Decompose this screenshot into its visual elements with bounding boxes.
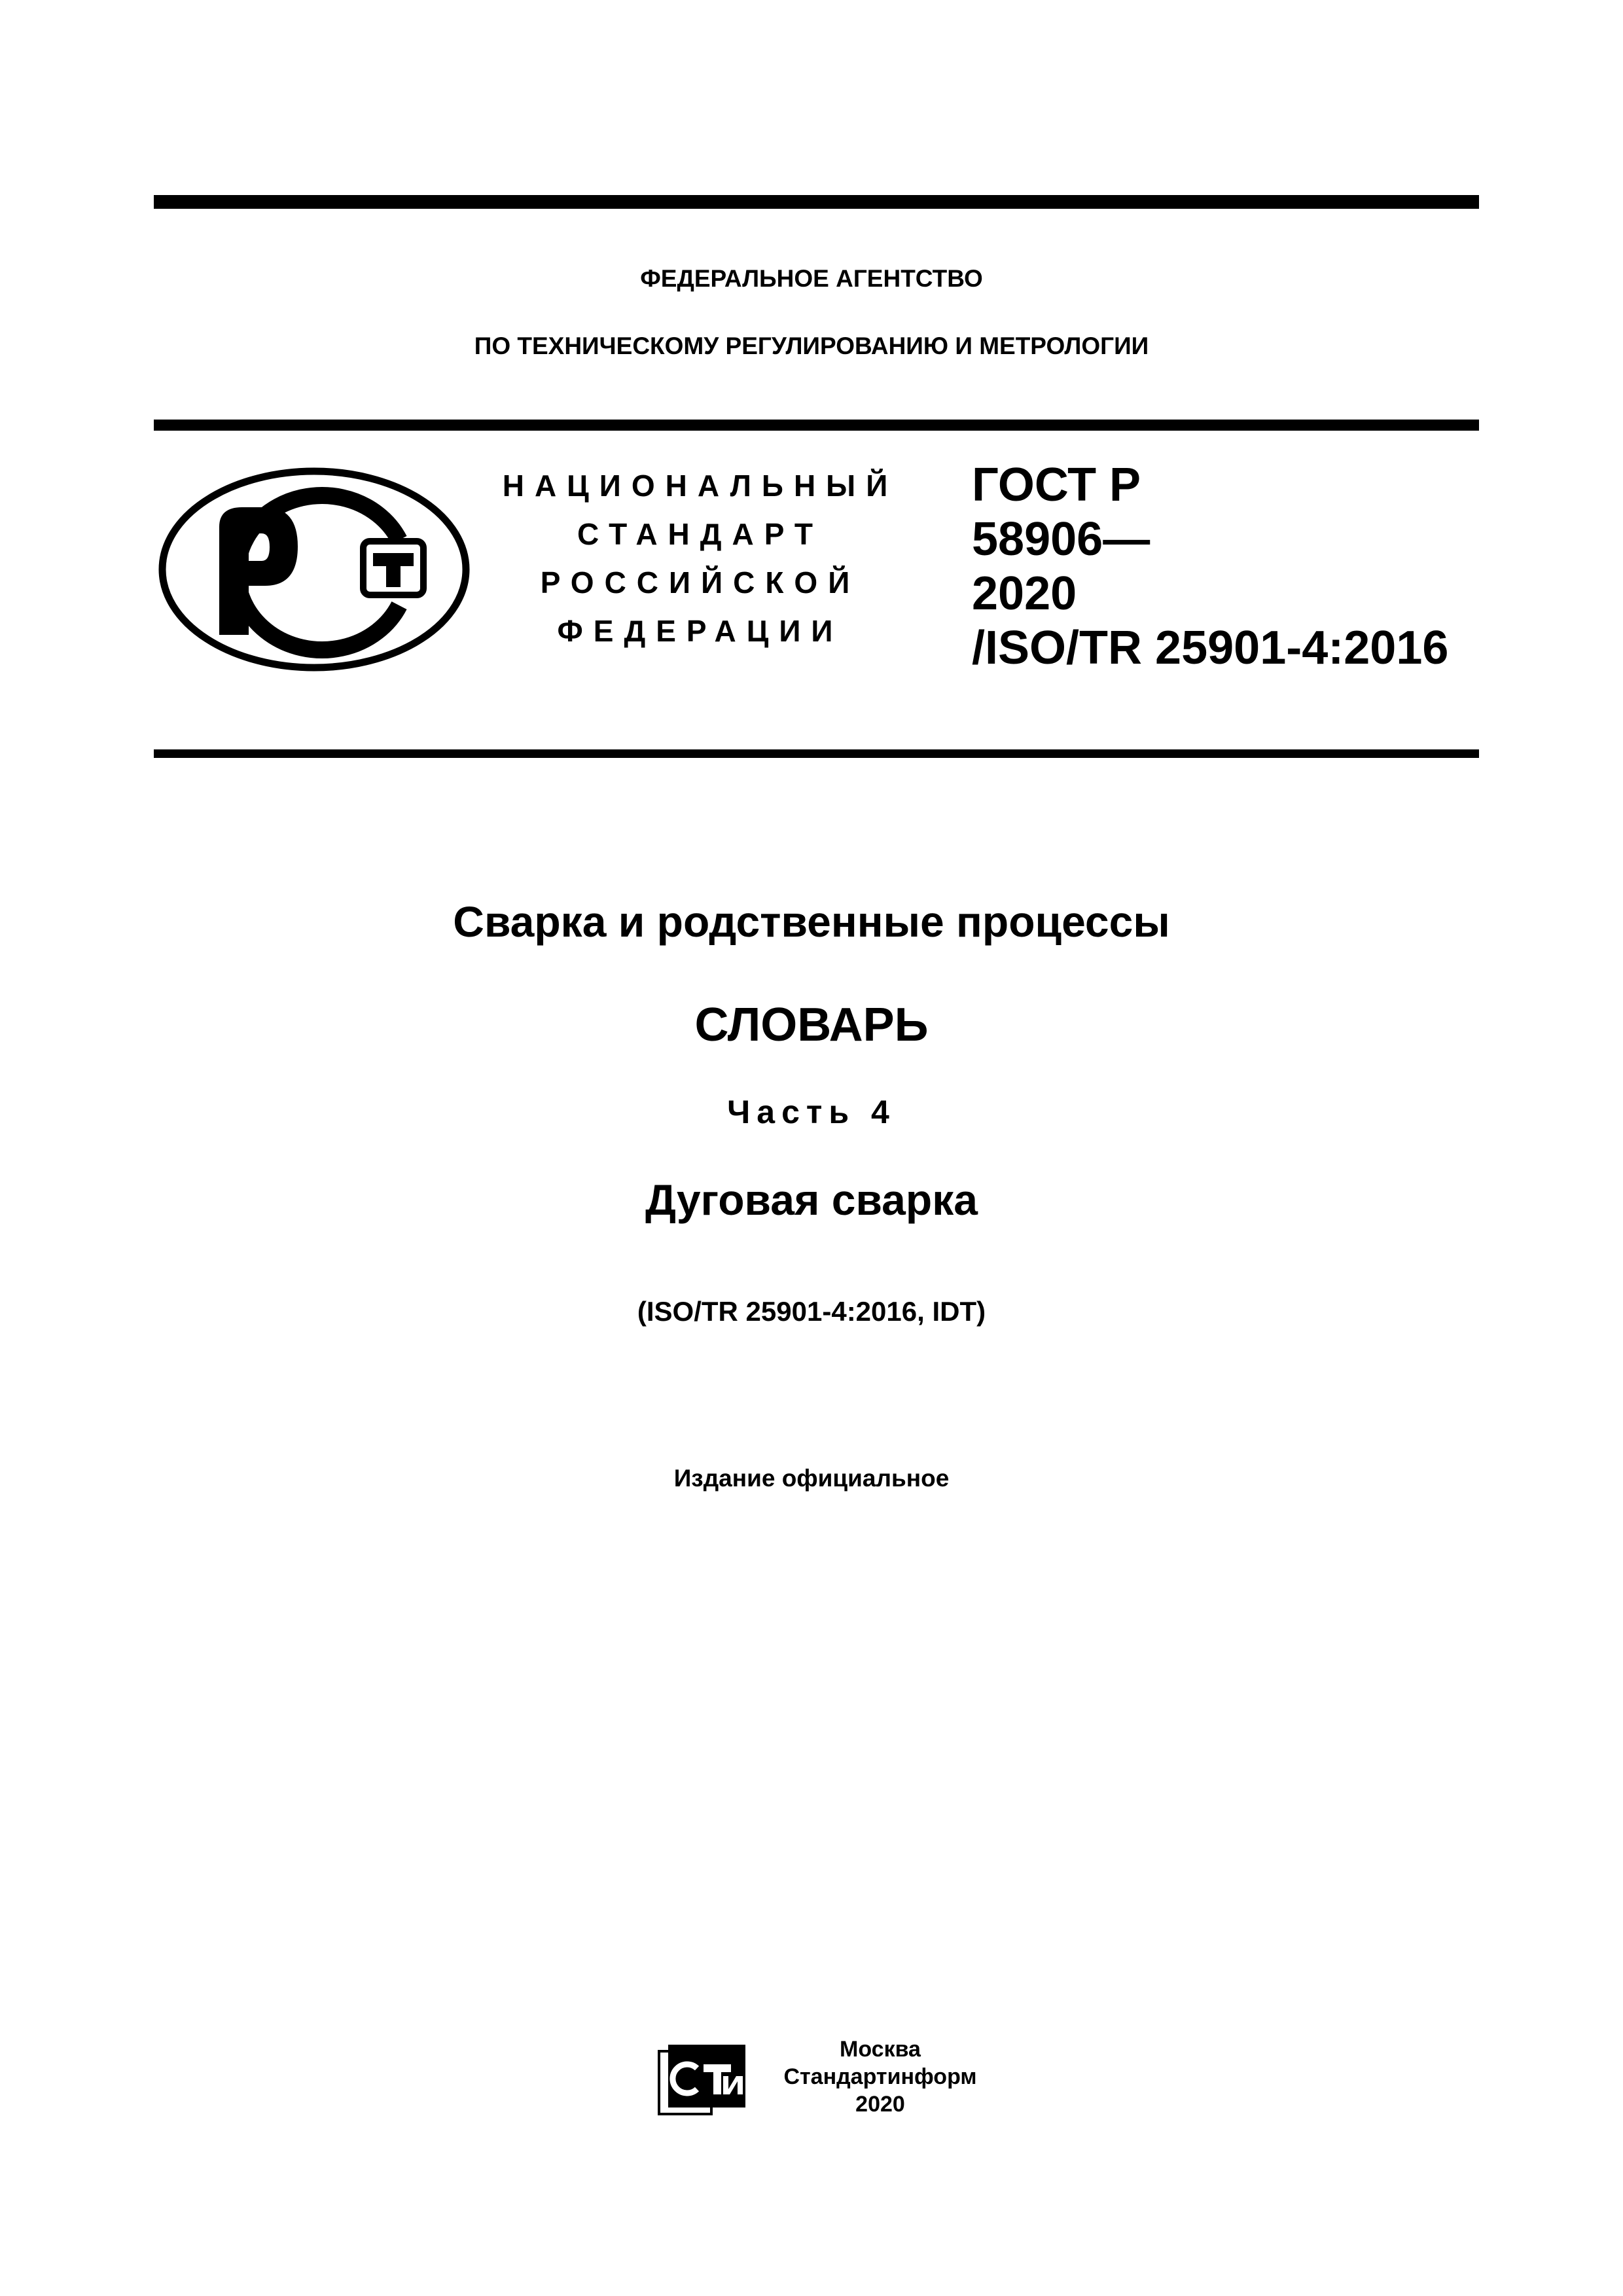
document-subtitle: Дуговая сварка <box>645 1175 978 1224</box>
gost-designation <box>972 458 1448 675</box>
publication-year: 2020 <box>855 2092 905 2117</box>
sti-logo-icon <box>658 2042 748 2115</box>
vocabulary-heading: СЛОВАРЬ <box>694 999 929 1051</box>
header-divider <box>154 420 1479 431</box>
national-line-2: СТАНДАРТ <box>577 517 823 551</box>
agency-line-1: ФЕДЕРАЛЬНОЕ АГЕНТСТВО <box>640 265 983 292</box>
national-standard-label <box>452 461 949 655</box>
block-divider <box>154 749 1479 758</box>
gost-line-3: 2020 <box>972 567 1077 620</box>
publisher-city: Москва <box>840 2037 921 2062</box>
edition-note: Издание официальное <box>673 1465 950 1492</box>
gost-line-1: ГОСТ Р <box>972 459 1141 511</box>
publisher-name: Стандартинформ <box>783 2064 977 2089</box>
gost-line-4: /ISO/TR 25901-4:2016 <box>972 622 1449 674</box>
national-line-3: РОССИЙСКОЙ <box>540 565 861 600</box>
iso-reference: (ISO/TR 25901-4:2016, IDT) <box>637 1296 986 1327</box>
rst-logo-icon <box>157 461 471 677</box>
agency-line-2: ПО ТЕХНИЧЕСКОМУ РЕГУЛИРОВАНИЮ И МЕТРОЛОГИИ <box>474 332 1149 359</box>
part-number: Часть 4 <box>727 1094 896 1130</box>
top-divider <box>154 195 1479 209</box>
publisher-block <box>753 2036 1008 2118</box>
document-title: Сварка и родственные процессы <box>453 897 1170 946</box>
national-line-4: ФЕДЕРАЦИИ <box>557 614 844 648</box>
national-line-1: НАЦИОНАЛЬНЫЙ <box>502 469 899 503</box>
gost-line-2: 58906— <box>972 513 1150 565</box>
